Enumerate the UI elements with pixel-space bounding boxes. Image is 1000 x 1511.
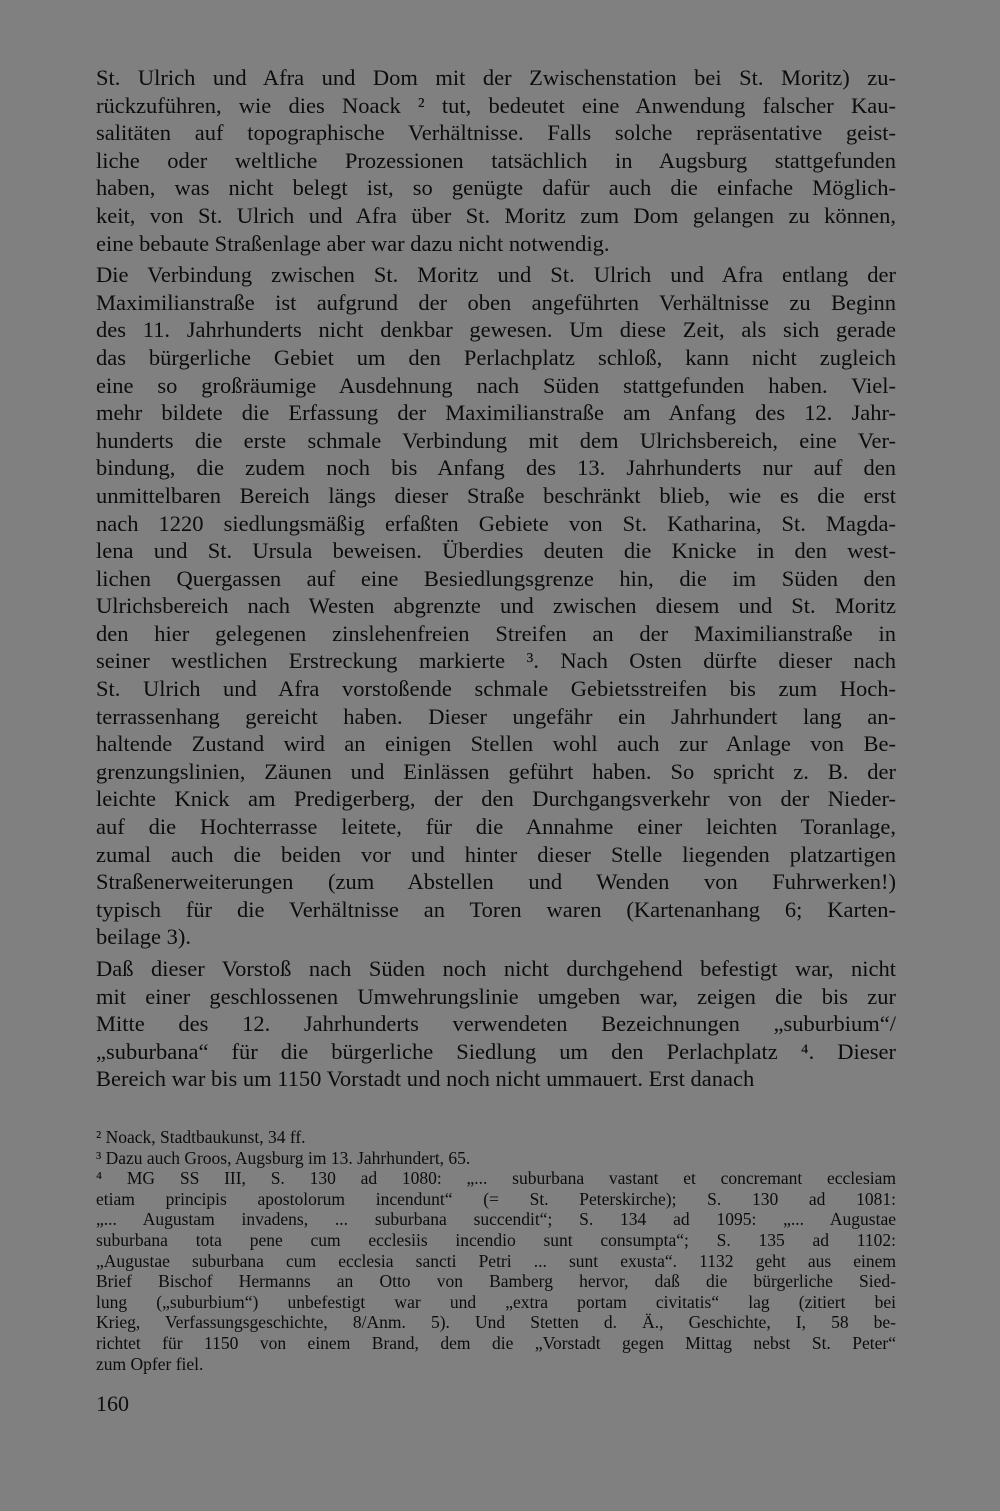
- footnote-line: zum Opfer fiel.: [96, 1353, 204, 1374]
- text-line: „suburbana“ für die bürgerliche Siedlung um den Perlachplatz ⁴. Dieser: [96, 1038, 896, 1064]
- footnote-line: suburbana tota pene cum ecclesiis incendio sunt consumpta“; S. 135 ad 1102:: [96, 1229, 896, 1250]
- text-line: lichen Quergassen auf eine Besiedlungsgrenze hin, die im Süden den: [96, 565, 896, 591]
- footnote: [96, 1148, 896, 1169]
- text-line: salitäten auf topographische Verhältnisse. Falls solche repräsentative geist-: [96, 120, 896, 146]
- text-line: eine so großräumige Ausdehnung nach Süden stattgefunden haben. Viel-: [96, 372, 896, 398]
- text-line: Bereich war bis um 1150 Vorstadt und noch nicht ummauert. Erst danach: [96, 1066, 755, 1092]
- footnote: [96, 1168, 896, 1374]
- text-line: leichte Knick am Predigerberg, der den Durchgangsverkehr von der Nieder-: [96, 786, 896, 812]
- text-line: haltende Zustand wird an einigen Stellen wohl auch zur Anlage von Be-: [96, 731, 896, 757]
- text-line: hunderts die erste schmale Verbindung mit dem Ulrichsbereich, eine Ver-: [96, 427, 896, 453]
- text-line: den hier gelegenen zinslehenfreien Streifen an der Maximilianstraße in: [96, 620, 896, 646]
- text-line: keit, von St. Ulrich und Afra über St. Moritz zum Dom gelangen zu können,: [96, 202, 896, 228]
- footnote-line: ⁴ MG SS III, S. 130 ad 1080: „... suburbana vastant et concremant ecclesiam: [96, 1168, 896, 1189]
- footnote-line: Brief Bischof Hermanns an Otto von Bamberg hervor, daß die bürgerliche Sied-: [96, 1271, 896, 1292]
- text-line: bindung, die zudem noch bis Anfang des 13. Jahrhunderts nur auf den: [96, 455, 896, 481]
- main-text: [96, 64, 896, 1093]
- footnote-line: ² Noack, Stadtbaukunst, 34 ff.: [96, 1127, 306, 1147]
- paragraph: [96, 955, 896, 1093]
- text-line: St. Ulrich und Afra vorstoßende schmale Gebietsstreifen bis zum Hoch-: [96, 676, 896, 702]
- text-line: Mitte des 12. Jahrhunderts verwendeten Bezeichnungen „suburbium“/: [96, 1011, 896, 1037]
- text-line: Die Verbindung zwischen St. Moritz und St. Ulrich und Afra entlang der: [96, 262, 896, 288]
- paragraph: [96, 261, 896, 951]
- footnote: [96, 1127, 896, 1148]
- footnote-line: ³ Dazu auch Groos, Augsburg im 13. Jahrhundert, 65.: [96, 1147, 471, 1168]
- footnote-line: etiam principis apostolorum incendunt“ (= St. Peterskirche); S. 130 ad 1081:: [96, 1188, 896, 1209]
- text-line: Daß dieser Vorstoß nach Süden noch nicht durchgehend befestigt war, nicht: [96, 956, 896, 981]
- text-line: das bürgerliche Gebiet um den Perlachplatz schloß, kann nicht zugleich: [96, 344, 896, 370]
- text-line: Ulrichsbereich nach Westen abgrenzte und zwischen diesem und St. Moritz: [96, 593, 896, 619]
- text-line: unmittelbaren Bereich längs dieser Straße beschränkt blieb, wie es die erst: [96, 482, 896, 508]
- text-line: Maximilianstraße ist aufgrund der oben angeführten Verhältnisse zu Beginn: [96, 289, 896, 315]
- footnote-line: „Augustae suburbana cum ecclesia sancti Petri ... sunt exusta“. 1132 geht aus einem: [96, 1250, 896, 1271]
- text-line: grenzungslinien, Zäunen und Einlässen geführt haben. So spricht z. B. der: [96, 758, 896, 784]
- text-line: des 11. Jahrhunderts nicht denkbar gewesen. Um diese Zeit, als sich gerade: [96, 317, 896, 343]
- text-line: typisch für die Verhältnisse an Toren waren (Kartenanhang 6; Karten-: [96, 896, 896, 922]
- text-line: lena und St. Ursula beweisen. Überdies deuten die Knicke in den west-: [96, 538, 896, 564]
- footnote-line: Krieg, Verfassungsgeschichte, 8/Anm. 5). Und Stetten d. Ä., Geschichte, I, 58 be-: [96, 1312, 896, 1333]
- footnote-line: „... Augustam invadens, ... suburbana succendit“; S. 134 ad 1095: „... Augustae: [96, 1209, 896, 1230]
- text-line: auf die Hochterrasse leitete, für die Annahme einer leichten Toranlage,: [96, 814, 896, 840]
- text-line: Straßenerweiterungen (zum Abstellen und Wenden von Fuhrwerken!): [96, 869, 896, 895]
- paragraph: [96, 64, 896, 257]
- text-line: seiner westlichen Erstreckung markierte ³. Nach Osten dürfte dieser nach: [96, 648, 896, 674]
- text-line: rückzuführen, wie dies Noack ² tut, bedeutet eine Anwendung falscher Kau-: [96, 92, 896, 118]
- footnote-line: lung („suburbium“) unbefestigt war und „extra portam civitatis“ lag (zitiert bei: [96, 1291, 896, 1312]
- text-line: haben, was nicht belegt ist, so genügte dafür auch die einfache Möglich-: [96, 175, 896, 201]
- page-number: 160: [96, 1391, 129, 1416]
- text-line: terrassenhang gereicht haben. Dieser ungefähr ein Jahrhundert lang an-: [96, 703, 896, 729]
- text-line: eine bebaute Straßenlage aber war dazu nicht notwendig.: [96, 230, 610, 256]
- text-line: liche oder weltliche Prozessionen tatsächlich in Augsburg stattgefunden: [96, 147, 896, 173]
- text-line: mit einer geschlossenen Umwehrungslinie umgeben war, zeigen die bis zur: [96, 983, 896, 1009]
- footnotes: [96, 1127, 896, 1374]
- footnote-line: richtet für 1150 von einem Brand, dem die „Vorstadt gegen Mittag nebst St. Peter“: [96, 1332, 896, 1353]
- text-line: zumal auch die beiden vor und hinter dieser Stelle liegenden platzartigen: [96, 841, 896, 867]
- text-line: nach 1220 siedlungsmäßig erfaßten Gebiete von St. Katharina, St. Magda-: [96, 510, 896, 536]
- text-line: mehr bildete die Erfassung der Maximilianstraße am Anfang des 12. Jahr-: [96, 400, 896, 426]
- text-line: St. Ulrich und Afra und Dom mit der Zwischenstation bei St. Moritz) zu-: [96, 65, 896, 90]
- text-line: beilage 3).: [96, 924, 191, 950]
